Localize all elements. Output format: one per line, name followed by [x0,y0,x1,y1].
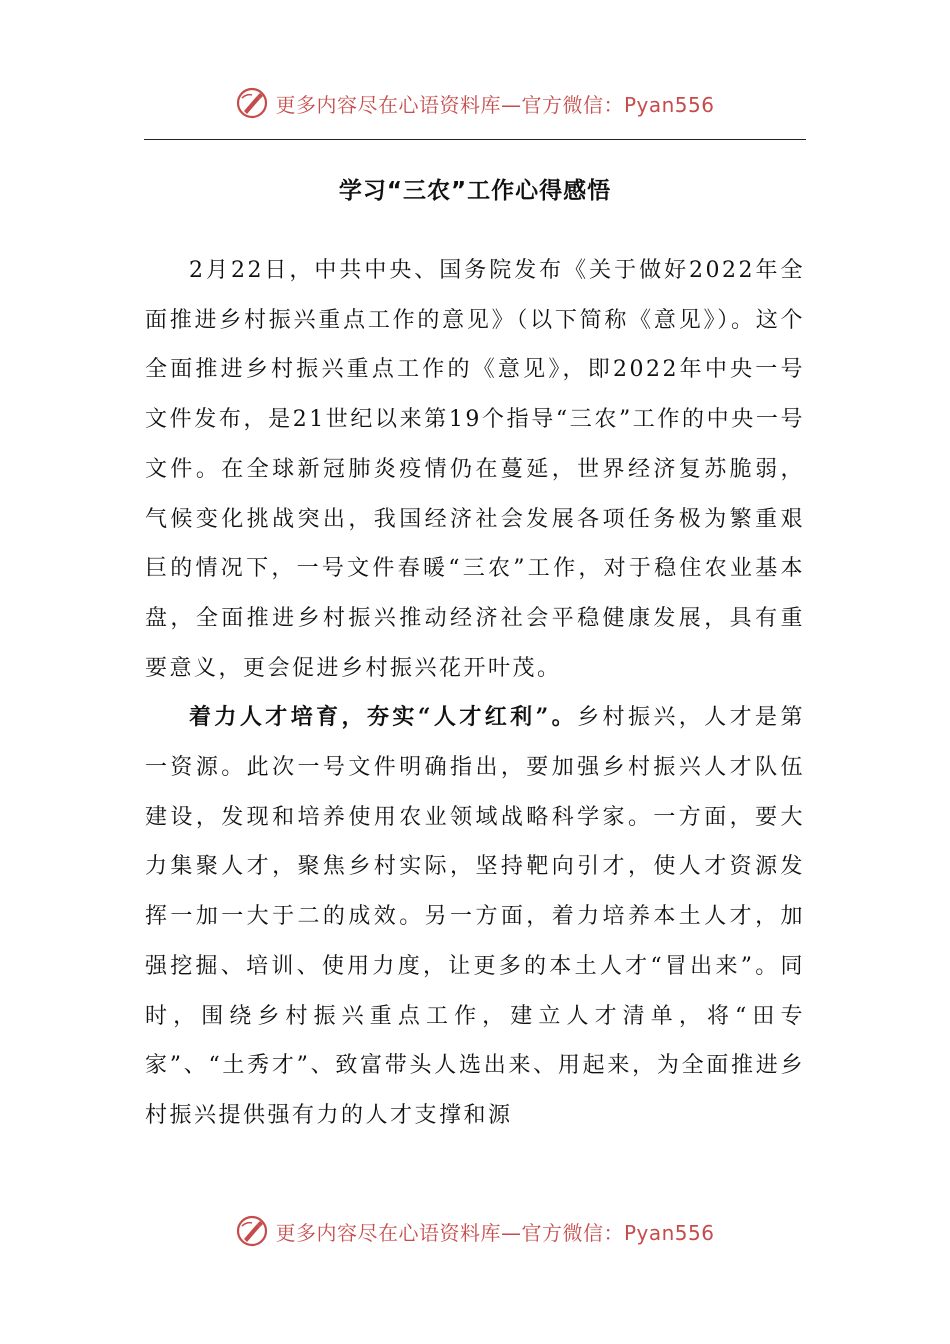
paragraph-2-body: 乡村振兴，人才是第一资源。此次一号文件明确指出，要加强乡村振兴人才队伍建设，发现和培养使用农业领域战略科学家。一方面，要大力集聚人才，聚焦乡村实际，坚持靶向引才，使人才资源发挥一加一大于二的成效。另一方面，着力培养本土人才，加强挖掘、培训、使用力度，让更多的本土人才“冒出来”。同时，围绕乡村振兴重点工作，建立人才清单，将“田专家”、“土秀才”、致富带头人选出来、用起来，为全面推进乡村振兴提供强有力的人才支撑和源 [145,705,805,1128]
document-body [145,246,805,1141]
header-divider [144,139,806,140]
document-title: 学习“三农”工作心得感悟 [338,178,612,204]
paragraph-1: 2月22日，中共中央、国务院发布《关于做好2022年全面推进乡村振兴重点工作的意见》（以下简称《意见》）。这个全面推进乡村振兴重点工作的《意见》，即2022年中央一号文件发布，是21世纪以来第19个指导“三农”工作的中央一号文件。在全球新冠肺炎疫情仍在蔓延，世界经济复苏脆弱，气候变化挑战突出，我国经济社会发展各项任务极为繁重艰巨的情况下，一号文件春暖“三农”工作，对于稳住农业基本盘，全面推进乡村振兴推动经济社会平稳健康发展，具有重要意义，更会促进乡村振兴花开叶茂。 [145,258,805,681]
header-watermark-text: 更多内容尽在心语资料库—官方微信：Pyan556 [275,92,715,117]
footer-watermark-banner [0,1209,950,1253]
paragraph-2 [145,693,805,1140]
paragraph-2-lead: 着力人才培育，夯实“人才红利”。 [189,704,578,731]
pen-logo-icon [235,86,269,120]
footer-watermark-text: 更多内容尽在心语资料库—官方微信：Pyan556 [275,1220,715,1245]
header-watermark-banner [0,81,950,125]
pen-logo-icon [235,1214,269,1248]
